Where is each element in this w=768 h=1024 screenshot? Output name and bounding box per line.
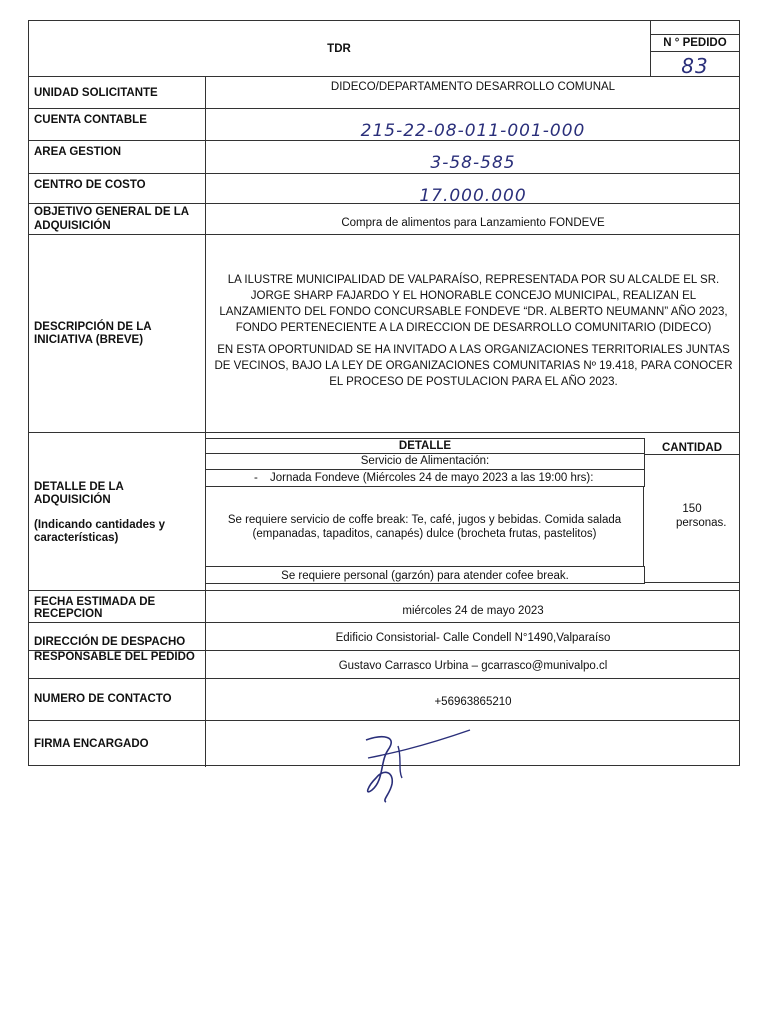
contacto-value: +56963865210 (434, 696, 512, 708)
col-cantidad-header: CANTIDAD (644, 440, 740, 455)
centro-value: 17.000.000 (419, 186, 527, 206)
row-direccion (28, 622, 740, 651)
detalle-sublabel: (Indicando cantidades y características) (34, 519, 165, 544)
row-cuenta (28, 108, 740, 141)
area-label: AREA GESTION (28, 141, 206, 174)
row-fecha (28, 590, 740, 623)
responsable-label: RESPONSABLE DEL PEDIDO (28, 651, 206, 679)
area-value: 3-58-585 (430, 153, 516, 173)
servicio-cell: Servicio de Alimentación: (206, 453, 645, 470)
jornada-bullet: - (254, 472, 258, 484)
direccion-value: Edificio Consistorial- Calle Condell N°1490,Valparaíso (335, 632, 611, 644)
detalle-table (206, 438, 740, 590)
row-contacto (28, 678, 740, 721)
jornada-text: Jornada Fondeve (Miércoles 24 de mayo 2023 a las 19:00 hrs): (270, 472, 594, 484)
direccion-label: DIRECCIÓN DE DESPACHO (28, 623, 206, 651)
responsable-value: Gustavo Carrasco Urbina – gcarrasco@munivalpo.cl (338, 660, 608, 672)
fecha-label: FECHA ESTIMADA DE RECEPCION (28, 591, 206, 623)
signature-icon (358, 728, 478, 808)
unidad-value: DIDECO/DEPARTAMENTO DESARROLLO COMUNAL (330, 81, 616, 93)
fecha-value: miércoles 24 de mayo 2023 (402, 605, 544, 617)
centro-label: CENTRO DE COSTO (28, 174, 206, 204)
jornada-cell (206, 470, 645, 487)
requiere-cell: Se requiere servicio de coffe break: Te, café, jugos y bebidas. Comida salada (empanadas, tapaditos, canapés) dulce (brocheta frutas, pastelitos) (206, 487, 644, 567)
firma-label: FIRMA ENCARGADO (28, 721, 206, 767)
descripcion-paragraph-1: LA ILUSTRE MUNICIPALIDAD DE VALPARAÍSO, REPRESENTADA POR SU ALCALDE EL SR. JORGE SHARP FAJARDO Y EL HONORABLE CONCEJO MUNICIPAL, REALIZAN EL LANZAMIENTO DEL FONDO CONCURSABLE FONDEVE “DR. ALBERTO NEUMANN” AÑO 2023, FONDO PERTENECIENTE A LA DIRECCION DE DESARROLLO COMUNITARIO (DIDECO) (219, 274, 728, 334)
row-responsable (28, 650, 740, 679)
descripcion-paragraph-2: EN ESTA OPORTUNIDAD SE HA INVITADO A LAS ORGANIZACIONES TERRITORIALES JUNTAS DE VECINOS, BAJO LA LEY DE ORGANIZACIONES COMUNITARIAS Nº 19.418, PARA CONOCER EL PROCESO DE POSTULACION PARA EL AÑO 2023. (214, 344, 733, 388)
pedido-value: 83 (681, 54, 709, 78)
unidad-label: UNIDAD SOLICITANTE (28, 77, 206, 109)
row-unidad (28, 76, 740, 109)
header-title: TDR (28, 20, 651, 76)
descripcion-label: DESCRIPCIÓN DE LA INICIATIVA (BREVE) (28, 235, 206, 433)
personal-cell: Se requiere personal (garzón) para atender cofee break. (206, 566, 645, 584)
descripcion-body (213, 272, 734, 396)
row-centro (28, 173, 740, 204)
cantidad-cell: 150 personas. (676, 503, 727, 529)
row-area (28, 140, 740, 174)
cuenta-value: 215-22-08-011-001-000 (360, 121, 586, 141)
pedido-label: N ° PEDIDO (650, 34, 740, 52)
contacto-label: NUMERO DE CONTACTO (28, 679, 206, 721)
detalle-label: DETALLE DE LA ADQUISICIÓN (34, 481, 124, 506)
objetivo-value: Compra de alimentos para Lanzamiento FONDEVE (341, 217, 605, 229)
row-objetivo (28, 203, 740, 235)
cantidad-bottom-line (644, 582, 740, 583)
detalle-label-cell (28, 433, 206, 591)
col-detalle-header: DETALLE (206, 438, 645, 454)
cuenta-label: CUENTA CONTABLE (28, 109, 206, 141)
objetivo-label: OBJETIVO GENERAL DE LA ADQUISICIÓN (28, 204, 206, 235)
